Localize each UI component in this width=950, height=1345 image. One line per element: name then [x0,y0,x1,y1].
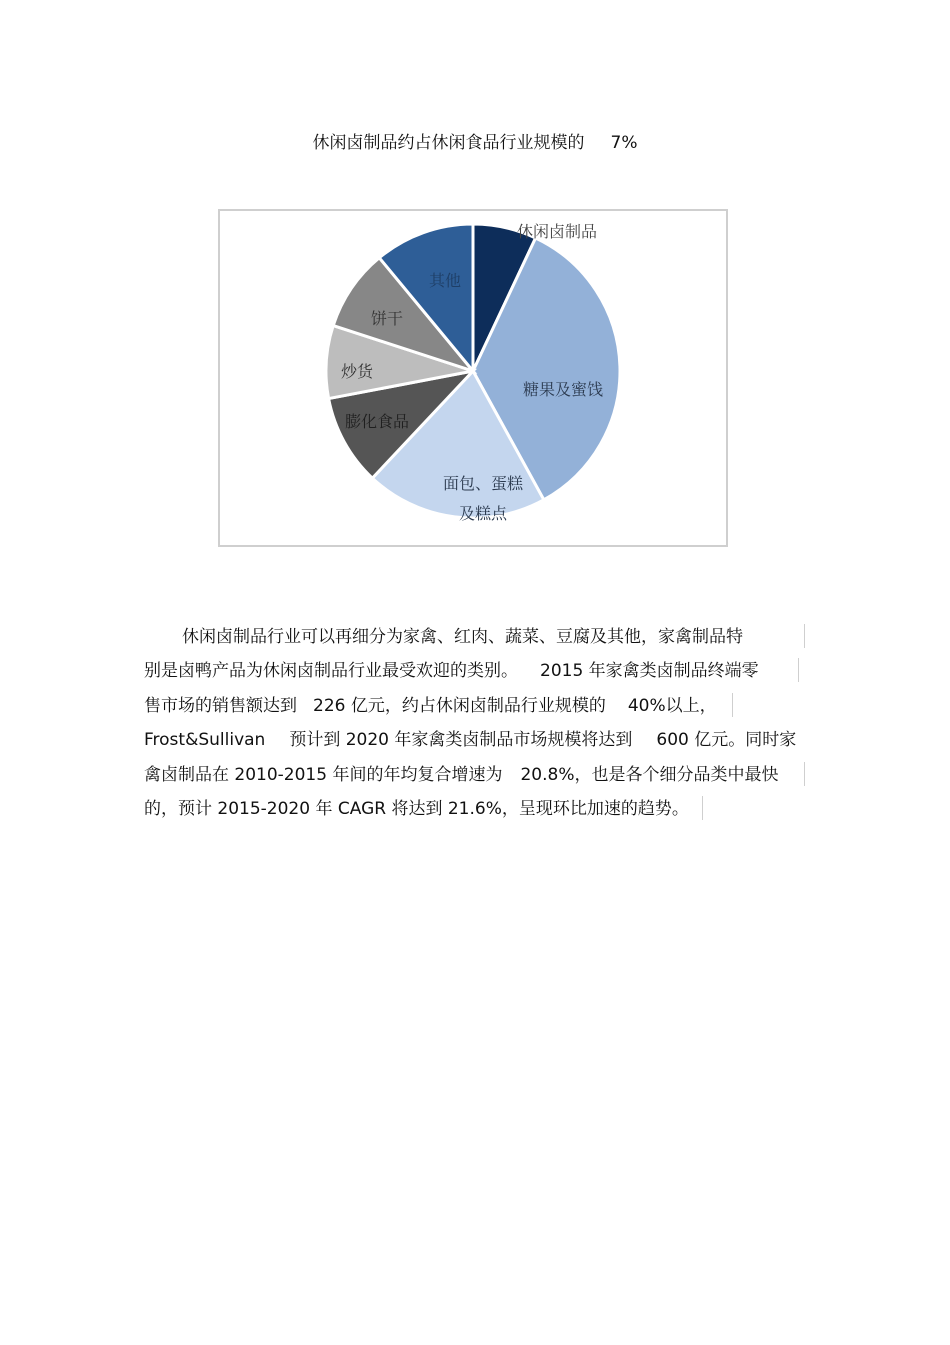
caption-text: 休闲卤制品约占休闲食品行业规模的 [312,133,585,153]
pie-chart [220,211,726,545]
line-3-text-c: 40%以上， [627,695,717,716]
body-paragraph [144,620,806,826]
slice-label: 糖果及蜜饯 [522,380,604,399]
line-6-text: 的，预计 2015-2020 年 CAGR 将达到 21.6%，呈现环比加速的趋势。 [144,798,689,819]
line-3-text-b: 226 亿元，约占休闲卤制品行业规模的 [313,695,606,716]
cell-border [702,796,703,820]
slice-label: 休闲卤制品 [516,222,598,241]
line-2-text-b: 2015 年家禽类卤制品终端零 [540,661,759,682]
figure-caption [0,128,950,153]
paragraph-line-5 [144,758,806,792]
paragraph-line-1 [144,620,806,654]
paragraph-line-4 [144,723,806,757]
slice-label: 膨化食品 [344,412,410,431]
slice-label: 其他 [428,271,462,290]
line-3-text-a: 售市场的销售额达到 [144,695,297,716]
line-4-text-b: 预计到 2020 年家禽类卤制品市场规模将达到 [289,730,633,751]
pie-chart-figure [218,209,728,547]
slice-label: 饼干 [370,309,404,328]
line-4-text-c: 600 亿元。同时家 [656,730,797,751]
cell-border [732,693,733,717]
line-5-text-a: 禽卤制品在 2010-2015 年间的年均复合增速为 [144,764,503,785]
line-2-text-a: 别是卤鸭产品为休闲卤制品行业最受欢迎的类别。 [144,661,518,682]
paragraph-line-3 [144,689,806,723]
cell-border [804,762,805,786]
cell-border [798,658,799,682]
cell-border [804,624,805,648]
slice-label: 炒货 [340,362,374,381]
line-1-text: 休闲卤制品行业可以再细分为家禽、红肉、蔬菜、豆腐及其他，家禽制品特 [182,627,743,647]
line-5-text-b: 20.8%，也是各个细分品类中最快 [520,764,779,785]
line-4-text-a: Frost&Sullivan [144,730,266,751]
paragraph-line-6 [144,792,806,826]
slice-label: 面包、蛋糕及糕点 [442,474,524,523]
paragraph-line-2 [144,654,806,688]
caption-percent: 7% [610,133,638,153]
